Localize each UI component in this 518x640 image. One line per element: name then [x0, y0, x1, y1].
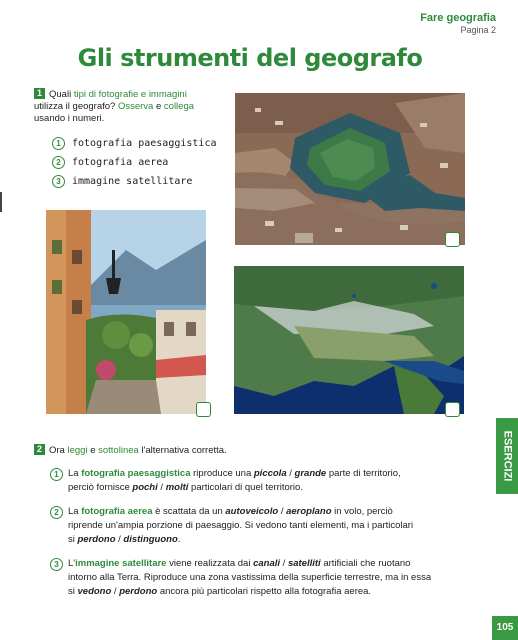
- landscape-photo: [46, 210, 206, 414]
- choice-option[interactable]: satelliti: [287, 558, 321, 569]
- option-item: 1 fotografia paesaggistica: [52, 134, 217, 153]
- page-label: Pagina 2: [460, 25, 496, 35]
- question-number: 2: [34, 444, 45, 455]
- option-item: 3 immagine satellitare: [52, 172, 217, 191]
- exercise-item: 3 L'immagine satellitare viene realizzata dai canali / satelliti artificiali che ruotano intorno alla Terra. Riproduce una zona vastissima della superficie terrestre, ma in essa si vedono / perdono ancora più particolari rispetto alla fotografia aerea.: [50, 557, 440, 599]
- aerial-photo: [235, 93, 465, 245]
- page-header: [420, 12, 496, 35]
- choice-option[interactable]: pochi: [132, 482, 158, 493]
- question-2: 2 Ora leggi e sottolinea l'alternativa corretta.: [34, 444, 227, 456]
- page-edge-mark: [0, 192, 2, 212]
- exercise-item: 1 La fotografia paesaggistica riproduce una piccola / grande parte di territorio, perciò fornisce pochi / molti particolari di quel territorio.: [50, 467, 440, 495]
- exercise-item: 2 La fotografia aerea è scattata da un autoveicolo / aeroplano in volo, perciò riprende un'ampia porzione di paesaggio. Si vedono tanti elementi, ma i particolari si perdono / distinguono.: [50, 505, 440, 547]
- choice-option[interactable]: canali: [253, 558, 281, 569]
- question-number: 1: [34, 88, 45, 99]
- choice-option[interactable]: distinguono: [123, 534, 178, 545]
- answer-box-satellite[interactable]: [445, 402, 460, 417]
- page-number: 105: [492, 616, 518, 640]
- choice-option[interactable]: grande: [294, 468, 327, 479]
- choice-option[interactable]: perdono: [77, 534, 116, 545]
- choice-option[interactable]: molti: [165, 482, 189, 493]
- option-list: [52, 134, 217, 191]
- answer-box-landscape[interactable]: [196, 402, 211, 417]
- answer-box-aerial[interactable]: [445, 232, 460, 247]
- choice-option[interactable]: aeroplano: [286, 506, 332, 517]
- page-title: Gli strumenti del geografo: [77, 44, 423, 72]
- choice-option[interactable]: perdono: [119, 586, 158, 597]
- side-tab: ESERCIZI: [496, 418, 518, 494]
- section-title: Fare geografia: [420, 12, 496, 24]
- satellite-image: [234, 266, 464, 414]
- option-item: 2 fotografia aerea: [52, 153, 217, 172]
- question-1: 1 Quali tipi di fotografie e immagini utilizza il geografo? Osserva e collega usando i numeri.: [34, 88, 195, 124]
- choice-option[interactable]: vedono: [77, 586, 112, 597]
- choice-option[interactable]: piccola: [253, 468, 287, 479]
- choice-option[interactable]: autoveicolo: [225, 506, 279, 517]
